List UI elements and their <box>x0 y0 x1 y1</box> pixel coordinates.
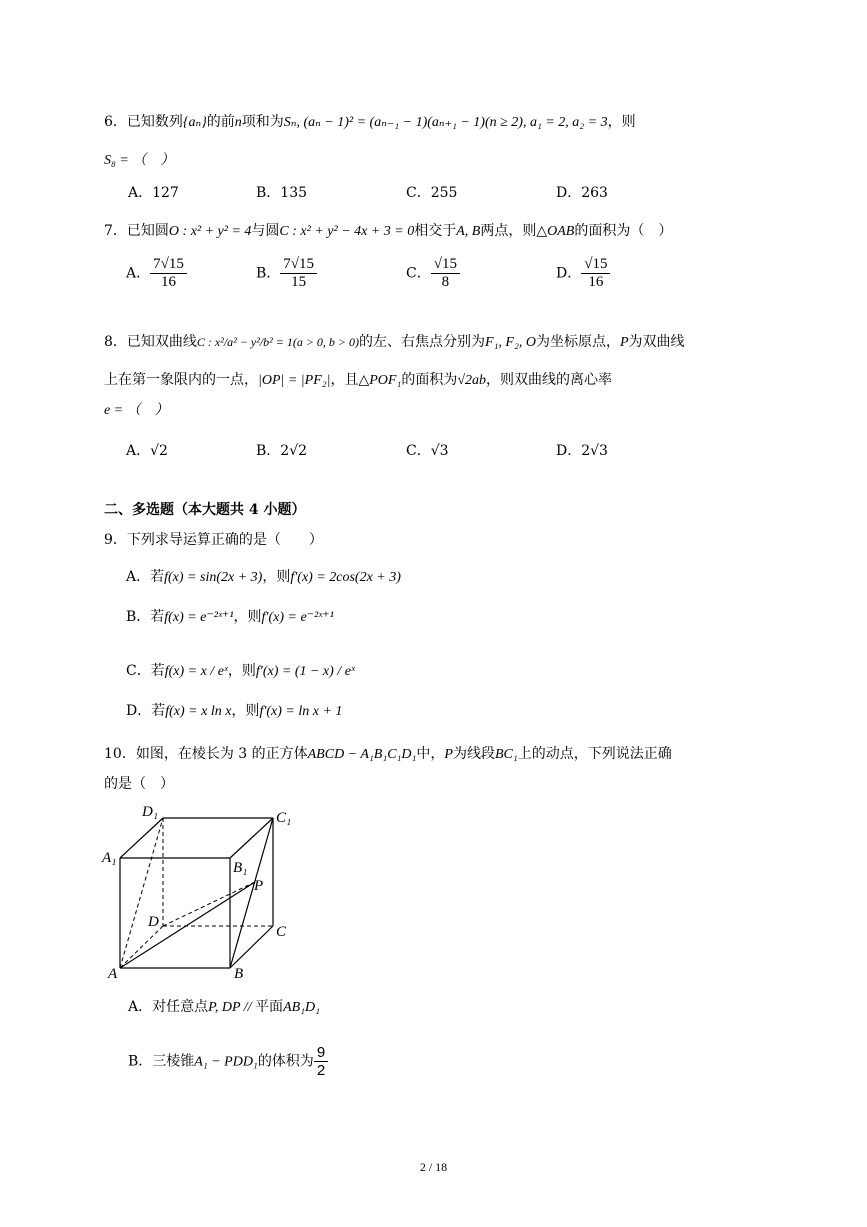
q9-option-b: B．若f(x) = e⁻²ˣ⁺¹，则f′(x) = e⁻²ˣ⁺¹ <box>126 609 334 625</box>
label-b1: B₁ <box>233 860 248 876</box>
q8-option-c: C．√3 <box>406 443 449 459</box>
segment-bc1 <box>230 818 273 968</box>
q10-stem-line2: 的是（ ） <box>104 776 174 792</box>
segment-dp <box>163 882 255 926</box>
label-a: A <box>108 966 118 980</box>
q8-stem: 8．已知双曲线C : x²/a² − y²/b² = 1(a > 0, b > 0)的左、右焦点分别为F₁, F₂, O为坐标原点，P为双曲线 <box>104 334 685 350</box>
edge-c1b1 <box>230 818 273 858</box>
q9-option-d: D．若f(x) = x ln x，则f′(x) = ln x + 1 <box>126 703 343 719</box>
label-b: B <box>234 966 244 980</box>
q8-option-b: B．2√2 <box>256 443 308 459</box>
segment-ap <box>120 882 255 968</box>
label-a1: A₁ <box>102 850 117 866</box>
label-d: D <box>148 914 159 930</box>
q6-option-c: C．255 <box>406 185 458 201</box>
q6-option-b: B．135 <box>256 185 308 201</box>
label-c1: C₁ <box>276 810 292 826</box>
segment-ad1 <box>120 818 163 968</box>
edge-a1d1 <box>120 818 163 858</box>
q8-option-a: A．√2 <box>126 443 168 459</box>
section-heading: 二、多选题（本大题共 4 小题） <box>104 502 306 518</box>
q7-option-d: D． $\frac{√15}{16}$ <box>556 256 610 291</box>
q9-option-c: C．若f(x) = x / eˣ，则f′(x) = (1 − x) / eˣ <box>126 663 355 679</box>
label-c: C <box>276 924 287 940</box>
cube-figure <box>100 800 300 980</box>
q7-stem: 7．已知圆O : x² + y² = 4与圆C : x² + y² − 4x + 3 = 0相交于A, B两点，则△OAB的面积为（ ） <box>104 223 673 239</box>
q6-stem: 6．已知数列{aₙ}的前n项和为Sₙ, (aₙ − 1)² = (aₙ₋₁ − 1)(aₙ₊₁ − 1)(n ≥ 2), a₁ = 2, a₂ = 3，则 <box>104 114 636 130</box>
q6-ask: S₈ = （ ） <box>104 153 175 168</box>
q8-stem-line2: 上在第一象限内的一点，|OP| = |PF₂|，且△POF₁的面积为√2ab，则双曲线的离心率 <box>104 372 613 388</box>
label-d1: D₁ <box>142 804 159 820</box>
q9-stem: 9．下列求导运算正确的是（ ） <box>104 532 323 548</box>
label-p: P <box>254 878 264 894</box>
q6-option-d: D．263 <box>556 185 608 201</box>
q7-option-b: B． $\frac{7√15}{15}$ <box>256 256 317 291</box>
page-number: 2 / 18 <box>419 1160 448 1174</box>
q8-option-d: D．2√3 <box>556 443 608 459</box>
q7-option-c: C． $\frac{√15}{8}$ <box>406 256 460 291</box>
q6-option-a: A．127 <box>128 185 179 201</box>
q10-option-b: B．三棱锥A₁ − PDD₁的体积为 $\frac{9}{2}$ <box>128 1044 328 1079</box>
q7-option-a: A． $\frac{7√15}{16}$ <box>126 256 187 291</box>
q10-stem: 10．如图，在棱长为 3 的正方体ABCD − A₁B₁C₁D₁中，P为线段BC₁上的动点，下列说法正确 <box>104 746 672 762</box>
q9-option-a: A．若f(x) = sin(2x + 3)，则f′(x) = 2cos(2x + 3) <box>126 569 401 585</box>
q8-ask: e = （ ） <box>104 403 169 418</box>
q10-option-a: A．对任意点P, DP // 平面AB₁D₁ <box>128 999 321 1015</box>
